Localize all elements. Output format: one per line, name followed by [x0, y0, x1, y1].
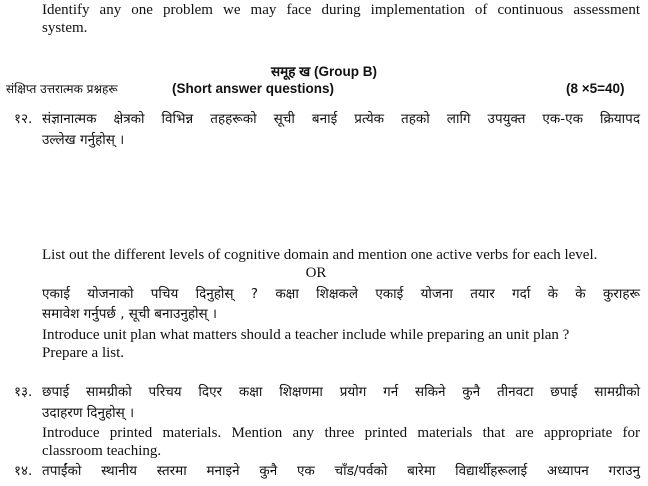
question-text-english: classroom teaching.	[42, 443, 162, 459]
question-text-nepali: तपाईंको स्थानीय स्तरमा मनाइने कुनै एक चाँड/पर्वको बारेमा विद्यार्थीहरूलाई अध्यापन गराउनु	[42, 463, 640, 479]
question-text-nepali: उल्लेख गर्नुहोस् ।	[42, 132, 125, 148]
group-subtitle-nepali: संक्षिप्त उत्तरात्मक प्रश्नहरू	[6, 82, 118, 96]
question-text-nepali: एकाई योजनाको पचिय दिनुहोस् ? कक्षा शिक्षकले एकाई योजना तयार गर्दा के के कुराहरू	[42, 286, 640, 302]
or-divider: OR	[305, 265, 327, 281]
question-text-english: Introduce printed materials. Mention any three printed materials that are appropriate for	[42, 425, 640, 441]
group-marks: (8 ×5=40)	[566, 81, 625, 96]
question-text-english: List out the different levels of cognitive domain and mention one active verbs for each level.	[42, 247, 598, 263]
question-text-english: Introduce unit plan what matters should a teacher include while preparing an unit plan ?	[42, 327, 570, 343]
question-number: १४.	[14, 463, 33, 479]
group-subtitle-english: (Short answer questions)	[172, 81, 335, 96]
question-text-line: system.	[42, 20, 88, 36]
question-text-nepali: छपाई सामग्रीको परिचय दिएर कक्षा शिक्षणमा प्रयोग गर्न सकिने कुनै तीनवटा छपाई सामग्रीको	[42, 384, 640, 400]
question-text-line: Identify any one problem we may face during implementation of continuous assessment	[42, 2, 640, 18]
question-text-nepali: समावेश गर्नुपर्छ , सूची बनाउनुहोस् ।	[42, 306, 218, 322]
question-text-english: Prepare a list.	[42, 345, 125, 361]
question-number: १३.	[14, 384, 33, 400]
question-number: १२.	[14, 111, 33, 127]
question-text-nepali: संज्ञानात्मक क्षेत्रको विभिन्न तहहरूको सूची बनाई प्रत्येक तहको लागि उपयुक्त एक-एक क्रियापद	[42, 111, 640, 127]
question-text-nepali: उदाहरण दिनुहोस् ।	[42, 405, 135, 421]
group-title: समूह ख (Group B)	[271, 64, 377, 79]
